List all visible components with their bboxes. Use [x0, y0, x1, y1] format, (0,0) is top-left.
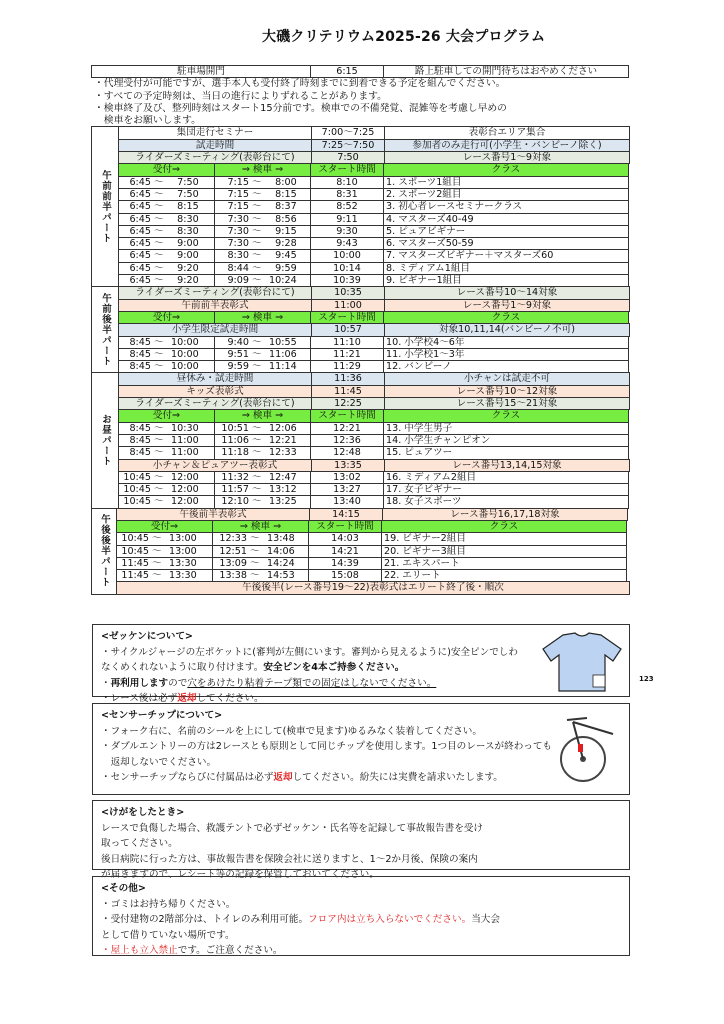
inspection-window: 8:44 〜 9:59: [214, 262, 311, 275]
reception-window: 6:45 〜 8:15: [118, 200, 215, 213]
event-note: レース番号10〜14対象: [384, 286, 630, 299]
start-time: 12:21: [310, 422, 384, 435]
injury-line: レースで負傷した場合、救護テントで必ずゼッケン・氏名等を記録して事故報告書を受け: [101, 822, 484, 834]
reception-window: 6:45 〜 8:30: [118, 225, 215, 238]
start-time: 13:02: [310, 471, 384, 484]
other-line: として借りていない場所です。: [101, 929, 235, 941]
inspection-window: 9:51 〜 11:06: [214, 348, 311, 361]
zekken-box: [92, 624, 654, 704]
race-class: 13. 中学生男子: [383, 422, 629, 435]
reception-window: 8:45 〜 11:00: [118, 446, 215, 459]
event-note: レース番号13,14,15対象: [384, 459, 630, 472]
inspection-window: 11:57 〜 13:12: [214, 483, 311, 496]
inspection-window: 11:32 〜 12:47: [214, 471, 311, 484]
start-time: 14:39: [308, 557, 382, 570]
race-class: 20. ビギナー3組目: [381, 545, 627, 558]
reception-window: 8:45 〜 10:00: [118, 360, 215, 373]
event-label: ライダーズミーティング(表彰台にて): [118, 397, 312, 410]
event-label: 集団走行セミナー: [118, 126, 312, 139]
zekken-line: ・レース後は必ず返却してください。: [101, 693, 264, 704]
inspection-window: 13:09 〜 14:24: [212, 557, 309, 570]
chip-heading: <センサーチップについて>: [101, 710, 223, 721]
column-header: スタート時間: [308, 520, 382, 533]
start-time: 12:36: [310, 434, 384, 447]
injury-line: が届きますので、レシート等の記録を保管しておいてください。: [101, 869, 379, 880]
start-time: 13:27: [310, 483, 384, 496]
event-note: 対象10,11,14(バンビーノ不可): [384, 323, 630, 336]
race-class: 4. マスターズ40-49: [383, 213, 629, 226]
column-header: クラス: [383, 163, 629, 176]
event-time: 11:36: [311, 372, 385, 385]
chip-line: ・センサーチップならびに付属品は必ず返却してください。紛失には実費を請求いたします。: [101, 772, 503, 783]
column-header: 受付⇒: [116, 520, 213, 533]
start-time: 8:31: [310, 188, 384, 201]
chip-box: [92, 703, 630, 795]
inspection-window: 7:15 〜 8:37: [214, 200, 311, 213]
race-class: 5. ピュアビギナー: [383, 225, 629, 238]
parking-row: [92, 66, 630, 78]
reception-window: 6:45 〜 7:50: [118, 188, 215, 201]
race-class: 17. 女子ビギナー: [383, 483, 629, 496]
reception-window: 6:45 〜 8:30: [118, 213, 215, 226]
event-note: 表彰台エリア集合: [384, 126, 630, 139]
event-time: 11:45: [311, 385, 385, 398]
event-time: 12:25: [311, 397, 385, 410]
race-class: 15. ピュアツー: [383, 446, 629, 459]
zekken-line: なくめくれないように取り付けます。安全ピンを4本ご持参ください。: [101, 662, 405, 673]
start-time: 10:14: [310, 262, 384, 275]
bicycle-icon: [543, 714, 623, 784]
race-class: 6. マスターズ50-59: [383, 237, 629, 250]
award-note: 午後後半(レース番号19〜22)表彰式はエリート終了後・順次: [116, 581, 630, 594]
parking-label: 駐車場開門: [91, 65, 311, 78]
event-note: レース番号16,17,18対象: [382, 508, 628, 521]
race-class: 1. スポーツ1組目: [383, 176, 629, 189]
event-label: 小チャン＆ピュアツー表彰式: [118, 459, 312, 472]
column-header: ⇒ 検車 ⇒: [214, 409, 311, 422]
reception-window: 8:45 〜 10:00: [118, 336, 215, 349]
inspection-window: 7:30 〜 9:15: [214, 225, 311, 238]
inspection-window: 7:15 〜 8:00: [214, 176, 311, 189]
section-side-label: 午後後半パート: [91, 508, 117, 595]
note-line: ・すべての予定時刻は、当日の進行によりずれることがあります。: [94, 90, 387, 102]
column-header: クラス: [383, 409, 629, 422]
schedule-section: [92, 373, 630, 508]
column-header: クラス: [381, 520, 627, 533]
schedule-sheet: [92, 66, 630, 595]
reception-window: 10:45 〜 12:00: [118, 495, 215, 508]
event-label: ライダーズミーティング(表彰台にて): [118, 286, 312, 299]
event-time: 13:35: [311, 459, 385, 472]
race-class: 9. ビギナー1組目: [383, 274, 629, 287]
page-title: 大磯クリテリウム2025-26 大会プログラム: [262, 29, 546, 45]
start-time: 8:52: [310, 200, 384, 213]
parking-note: 路上駐車しての開門待ちはおやめください: [383, 65, 629, 78]
reception-window: 11:45 〜 13:30: [116, 557, 213, 570]
start-time: 10:00: [310, 249, 384, 262]
schedule-section: [92, 509, 630, 595]
jersey-number: 123: [639, 675, 654, 683]
award-note-row: [117, 582, 630, 594]
column-header: 受付⇒: [118, 163, 215, 176]
race-class: 21. エキスパート: [381, 557, 627, 570]
race-class: 11. 小学校1〜3年: [383, 348, 629, 361]
column-header: 受付⇒: [118, 409, 215, 422]
event-label: 試走時間: [118, 139, 312, 152]
event-note: レース番号1〜9対象: [384, 299, 630, 312]
column-header: ⇒ 検車 ⇒: [214, 311, 311, 324]
event-time: 10:35: [311, 286, 385, 299]
start-time: 9:43: [310, 237, 384, 250]
race-class: 7. マスターズビギナー＋マスターズ60: [383, 249, 629, 262]
parking-time: 6:15: [310, 65, 384, 78]
zekken-line: ・サイクルジャージの左ポケットに(審判が左側にいます。審判から見えるように)安全ピンでしわ: [101, 646, 518, 658]
schedule-section: [92, 127, 630, 287]
inspection-window: 10:51 〜 12:06: [214, 422, 311, 435]
event-note: レース番号1〜9対象: [384, 151, 630, 164]
note-line: ・検車終了及び、整列時刻はスタート15分前です。検車での不備発覚、混雑等を考慮し早めの: [94, 102, 507, 114]
section-side-label: お昼パート: [91, 372, 119, 508]
inspection-window: 9:40 〜 10:55: [214, 336, 311, 349]
section-side-label: 午前前半パート: [91, 126, 119, 287]
injury-line: 取ってください。: [101, 838, 178, 849]
injury-line: 後日病院に行った方は、事故報告書を保険会社に送りますと、1〜2か月後、保険の案内: [101, 853, 478, 865]
event-time: 7:25〜7:50: [311, 139, 385, 152]
jersey-icon: [541, 631, 623, 693]
inspection-window: 12:10 〜 13:25: [214, 495, 311, 508]
inspection-window: 12:33 〜 13:48: [212, 532, 309, 545]
start-time: 9:30: [310, 225, 384, 238]
zekken-heading: <ゼッケンについて>: [101, 631, 193, 642]
inspection-window: 12:51 〜 14:06: [212, 545, 309, 558]
race-class: 2. スポーツ2組目: [383, 188, 629, 201]
reception-window: 6:45 〜 9:00: [118, 249, 215, 262]
other-box: [92, 876, 630, 956]
safety-pin-note: 安全ピンを4本ご持参ください。: [263, 662, 405, 673]
start-time: 9:11: [310, 213, 384, 226]
race-class: 8. ミディアム1組目: [383, 262, 629, 275]
note-line: ・代理受付が可能ですが、選手本人も受付終了時刻までに到着できる予定を組んでください。: [94, 78, 506, 90]
event-label: 小学生限定試走時間: [118, 323, 312, 336]
injury-box: [92, 800, 630, 880]
reception-window: 8:45 〜 10:30: [118, 422, 215, 435]
chip-line: ・ダブルエントリーの方は2レースとも原則として同じチップを使用します。1つ目のレースが終わっても: [101, 741, 553, 752]
event-time: 14:15: [309, 508, 383, 521]
event-label: 昼休み・試走時間: [118, 372, 312, 385]
race-class: 14. 小学生チャンピオン: [383, 434, 629, 447]
event-label: キッズ表彰式: [118, 385, 312, 398]
race-class: 19. ビギナー2組目: [381, 532, 627, 545]
reception-window: 8:45 〜 10:00: [118, 348, 215, 361]
start-time: 14:03: [308, 532, 382, 545]
inspection-window: 8:30 〜 9:45: [214, 249, 311, 262]
race-class: 18. 女子スポーツ: [383, 495, 629, 508]
start-time: 13:40: [310, 495, 384, 508]
other-heading: <その他>: [101, 883, 146, 894]
reception-window: 6:45 〜 9:20: [118, 274, 215, 287]
race-class: 12. バンビーノ: [383, 360, 629, 373]
inspection-window: 7:15 〜 8:15: [214, 188, 311, 201]
chip-line: 返却しないでください。: [101, 756, 217, 768]
reception-window: 6:45 〜 9:00: [118, 237, 215, 250]
event-time: 10:57: [311, 323, 385, 336]
event-label: 午前前半表彰式: [118, 299, 312, 312]
reception-window: 6:45 〜 9:20: [118, 262, 215, 275]
race-class: 3. 初心者レースセミナークラス: [383, 200, 629, 213]
other-line: ・受付建物の2階部分は、トイレのみ利用可能。フロア内は立ち入らないでください。当大会: [101, 914, 500, 925]
event-label: ライダーズミーティング(表彰台にて): [118, 151, 312, 164]
event-note: 参加者のみ走行可(小学生・バンビーノ除く): [384, 139, 630, 152]
column-header: スタート時間: [310, 409, 384, 422]
start-time: 15:08: [308, 569, 382, 582]
other-line: ・屋上も立入禁止です。ご注意ください。: [101, 945, 283, 956]
reception-window: 10:45 〜 13:00: [116, 532, 213, 545]
event-note: 小チャンは試走不可: [384, 372, 630, 385]
column-header: クラス: [383, 311, 629, 324]
event-note: レース番号15〜21対象: [384, 397, 630, 410]
inspection-window: 7:30 〜 8:56: [214, 213, 311, 226]
start-time: 12:48: [310, 446, 384, 459]
reception-window: 6:45 〜 7:50: [118, 176, 215, 189]
column-header: ⇒ 検車 ⇒: [212, 520, 309, 533]
reception-window: 8:45 〜 11:00: [118, 434, 215, 447]
event-time: 7:50: [311, 151, 385, 164]
start-time: 11:10: [310, 336, 384, 349]
race-class: 16. ミディアム2組目: [383, 471, 629, 484]
other-line: ・ゴミはお持ち帰りください。: [101, 898, 236, 910]
start-time: 14:21: [308, 545, 382, 558]
reception-window: 10:45 〜 12:00: [118, 471, 215, 484]
inspection-window: 7:30 〜 9:28: [214, 237, 311, 250]
inspection-window: 9:09 〜 10:24: [214, 274, 311, 287]
injury-heading: <けがをしたとき>: [101, 807, 185, 818]
event-label: 午後前半表彰式: [116, 508, 310, 521]
reception-window: 10:45 〜 12:00: [118, 483, 215, 496]
zekken-line: ・再利用しますので穴をあけたり粘着テープ類での固定はしないでください。: [101, 677, 437, 689]
start-time: 8:10: [310, 176, 384, 189]
schedule-table: [92, 127, 630, 594]
notes-block: [92, 78, 630, 127]
start-time: 10:39: [310, 274, 384, 287]
note-line: 検車をお願いします。: [94, 115, 201, 127]
inspection-window: 11:18 〜 12:33: [214, 446, 311, 459]
column-header: 受付⇒: [118, 311, 215, 324]
start-time: 11:29: [310, 360, 384, 373]
column-header: スタート時間: [310, 163, 384, 176]
race-class: 10. 小学校4〜6年: [383, 336, 629, 349]
section-side-label: 午前後半パート: [91, 286, 119, 373]
column-header: スタート時間: [310, 311, 384, 324]
event-time: 11:00: [311, 299, 385, 312]
reception-window: 11:45 〜 13:30: [116, 569, 213, 582]
chip-line: ・フォーク右に、名前のシールを上にして(検車で見ます)ゆるみなく装着してください。: [101, 725, 482, 737]
event-note: レース番号10〜12対象: [384, 385, 630, 398]
column-header: ⇒ 検車 ⇒: [214, 163, 311, 176]
schedule-section: [92, 287, 630, 373]
inspection-window: 11:06 〜 12:21: [214, 434, 311, 447]
inspection-window: 9:59 〜 11:14: [214, 360, 311, 373]
race-class: 22. エリート: [381, 569, 627, 582]
event-time: 7:00〜7:25: [311, 126, 385, 139]
reception-window: 10:45 〜 13:00: [116, 545, 213, 558]
start-time: 11:21: [310, 348, 384, 361]
inspection-window: 13:38 〜 14:53: [212, 569, 309, 582]
